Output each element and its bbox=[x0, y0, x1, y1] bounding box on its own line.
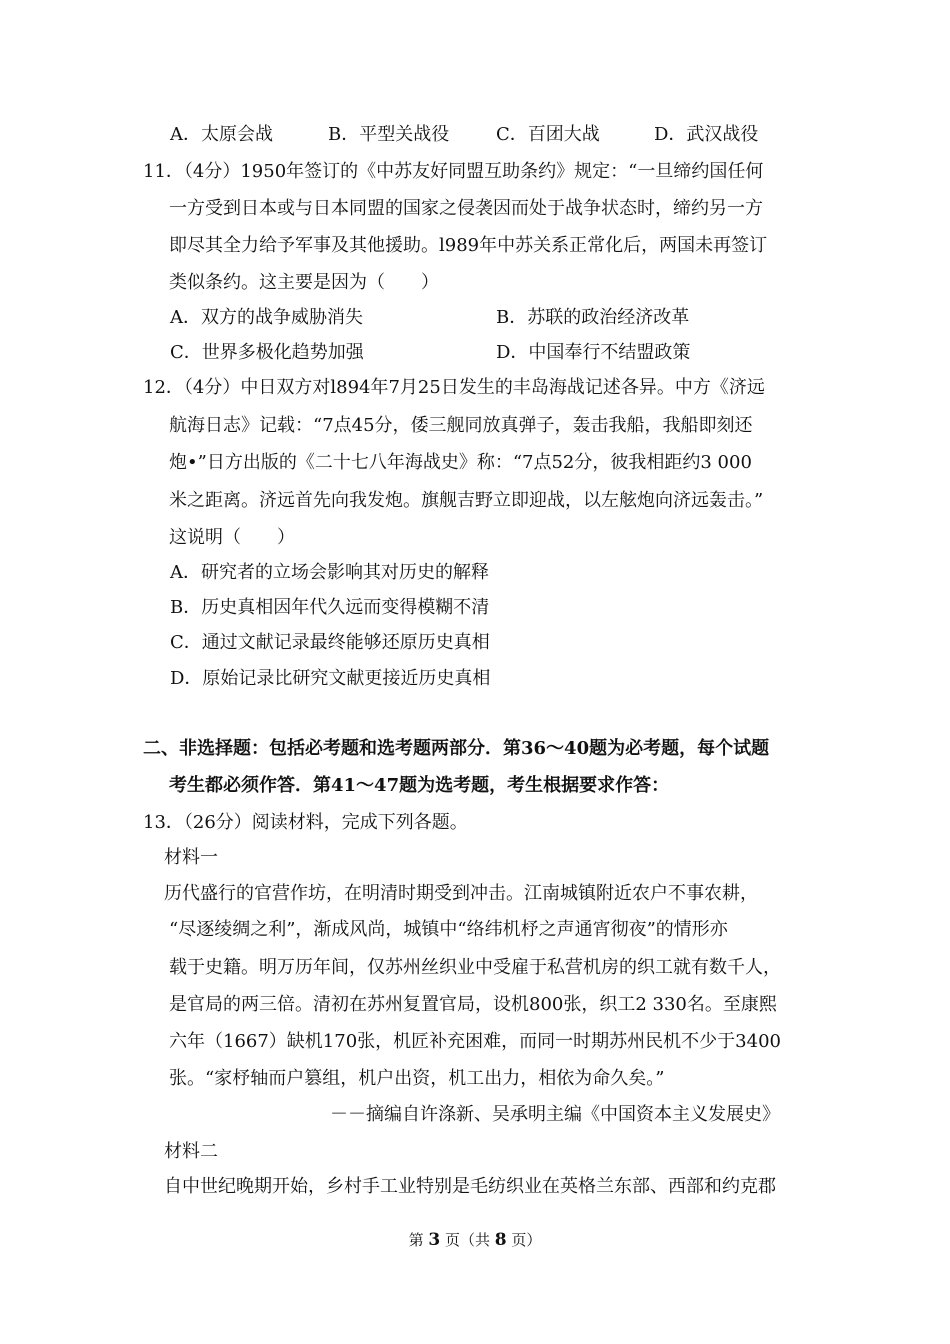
footer-page-number: 3 bbox=[428, 1230, 441, 1250]
q11-line-2: 一方受到日本或与日本同盟的国家之侵袭因而处于战争状态时，缔约另一方 bbox=[169, 198, 763, 219]
q12-line-4: 米之距离。济远首先向我发炮。旗舰吉野立即迎战，以左舷炮向济远轰击。” bbox=[169, 490, 764, 511]
q11-line-4: 类似条约。这主要是因为（ ） bbox=[169, 272, 439, 293]
q11-option-a: A．双方的战争威胁消失 bbox=[170, 307, 363, 328]
footer-suffix: 页） bbox=[511, 1231, 542, 1249]
material-1-label: 材料一 bbox=[164, 847, 218, 868]
footer-total-pages: 8 bbox=[494, 1230, 507, 1250]
q12-line-3: 炮•”日方出版的《二十七八年海战史》称：“7点52分，彼我相距约3 000 bbox=[169, 452, 752, 473]
footer-mid: 页（共 bbox=[444, 1231, 490, 1249]
q12-line-2: 航海日志》记载：“7点45分，倭三舰同放真弹子，轰击我船，我船即刻还 bbox=[169, 415, 753, 436]
q13-stem: 13．（26分）阅读材料，完成下列各题。 bbox=[143, 812, 468, 833]
q12-option-d: D．原始记录比研究文献更接近历史真相 bbox=[170, 668, 491, 689]
q10-option-a: A．太原会战 bbox=[170, 124, 273, 145]
material-1-source: －－摘编自许涤新、吴承明主编《中国资本主义发展史》 bbox=[330, 1104, 780, 1125]
q12-option-a: A．研究者的立场会影响其对历史的解释 bbox=[170, 562, 489, 583]
material-2-label: 材料二 bbox=[164, 1141, 218, 1162]
material-2-line-1: 自中世纪晚期开始，乡村手工业特别是毛纺织业在英格兰东部、西部和约克郡 bbox=[164, 1176, 776, 1197]
q10-option-d: D．武汉战役 bbox=[654, 124, 759, 145]
q11-line-1: 11．（4分）1950年签订的《中苏友好同盟互助条约》规定：“一旦缔约国任何 bbox=[143, 161, 764, 182]
material-1-line-3: 载于史籍。明万历年间，仅苏州丝织业中受雇于私营机房的织工就有数千人， bbox=[169, 957, 781, 978]
q12-line-5: 这说明（ ） bbox=[169, 527, 295, 548]
section-2-heading-line-2: 考生都必须作答．第41～47题为选考题，考生根据要求作答： bbox=[169, 775, 670, 796]
section-2-heading-line-1: 二、非选择题：包括必考题和选考题两部分．第36～40题为必考题，每个试题 bbox=[143, 738, 770, 759]
page-footer bbox=[0, 1228, 950, 1252]
q10-option-c: C．百团大战 bbox=[496, 124, 600, 145]
material-1-line-1: 历代盛行的官营作坊，在明清时期受到冲击。江南城镇附近农户不事农耕， bbox=[164, 883, 758, 904]
q12-option-b: B．历史真相因年代久远而变得模糊不清 bbox=[170, 597, 490, 618]
q11-option-c: C．世界多极化趋势加强 bbox=[170, 342, 364, 363]
q11-option-b: B．苏联的政治经济改革 bbox=[496, 307, 690, 328]
q11-option-d: D．中国奉行不结盟政策 bbox=[496, 342, 691, 363]
q12-line-1: 12．（4分）中日双方对l894年7月25日发生的丰岛海战记述各异。中方《济远 bbox=[143, 377, 765, 398]
material-1-line-4: 是官局的两三倍。清初在苏州复置官局，设机800张，织工2 330名。至康熙 bbox=[169, 994, 777, 1015]
footer-prefix: 第 bbox=[408, 1231, 424, 1249]
material-1-line-6: 张。“家杼轴而户篡组，机户出资，机工出力，相依为命久矣。” bbox=[169, 1068, 665, 1089]
q11-line-3: 即尽其全力给予军事及其他援助。l989年中苏关系正常化后，两国未再签订 bbox=[169, 235, 768, 256]
q12-option-c: C．通过文献记录最终能够还原历史真相 bbox=[170, 632, 490, 653]
material-1-line-5: 六年（1667）缺机170张，机匠补充困难，而同一时期苏州民机不少于3400 bbox=[169, 1031, 781, 1052]
material-1-line-2: “尽逐绫绸之利”，渐成风尚，城镇中“络纬机杼之声通宵彻夜”的情形亦 bbox=[169, 919, 728, 940]
q10-option-b: B．平型关战役 bbox=[328, 124, 450, 145]
